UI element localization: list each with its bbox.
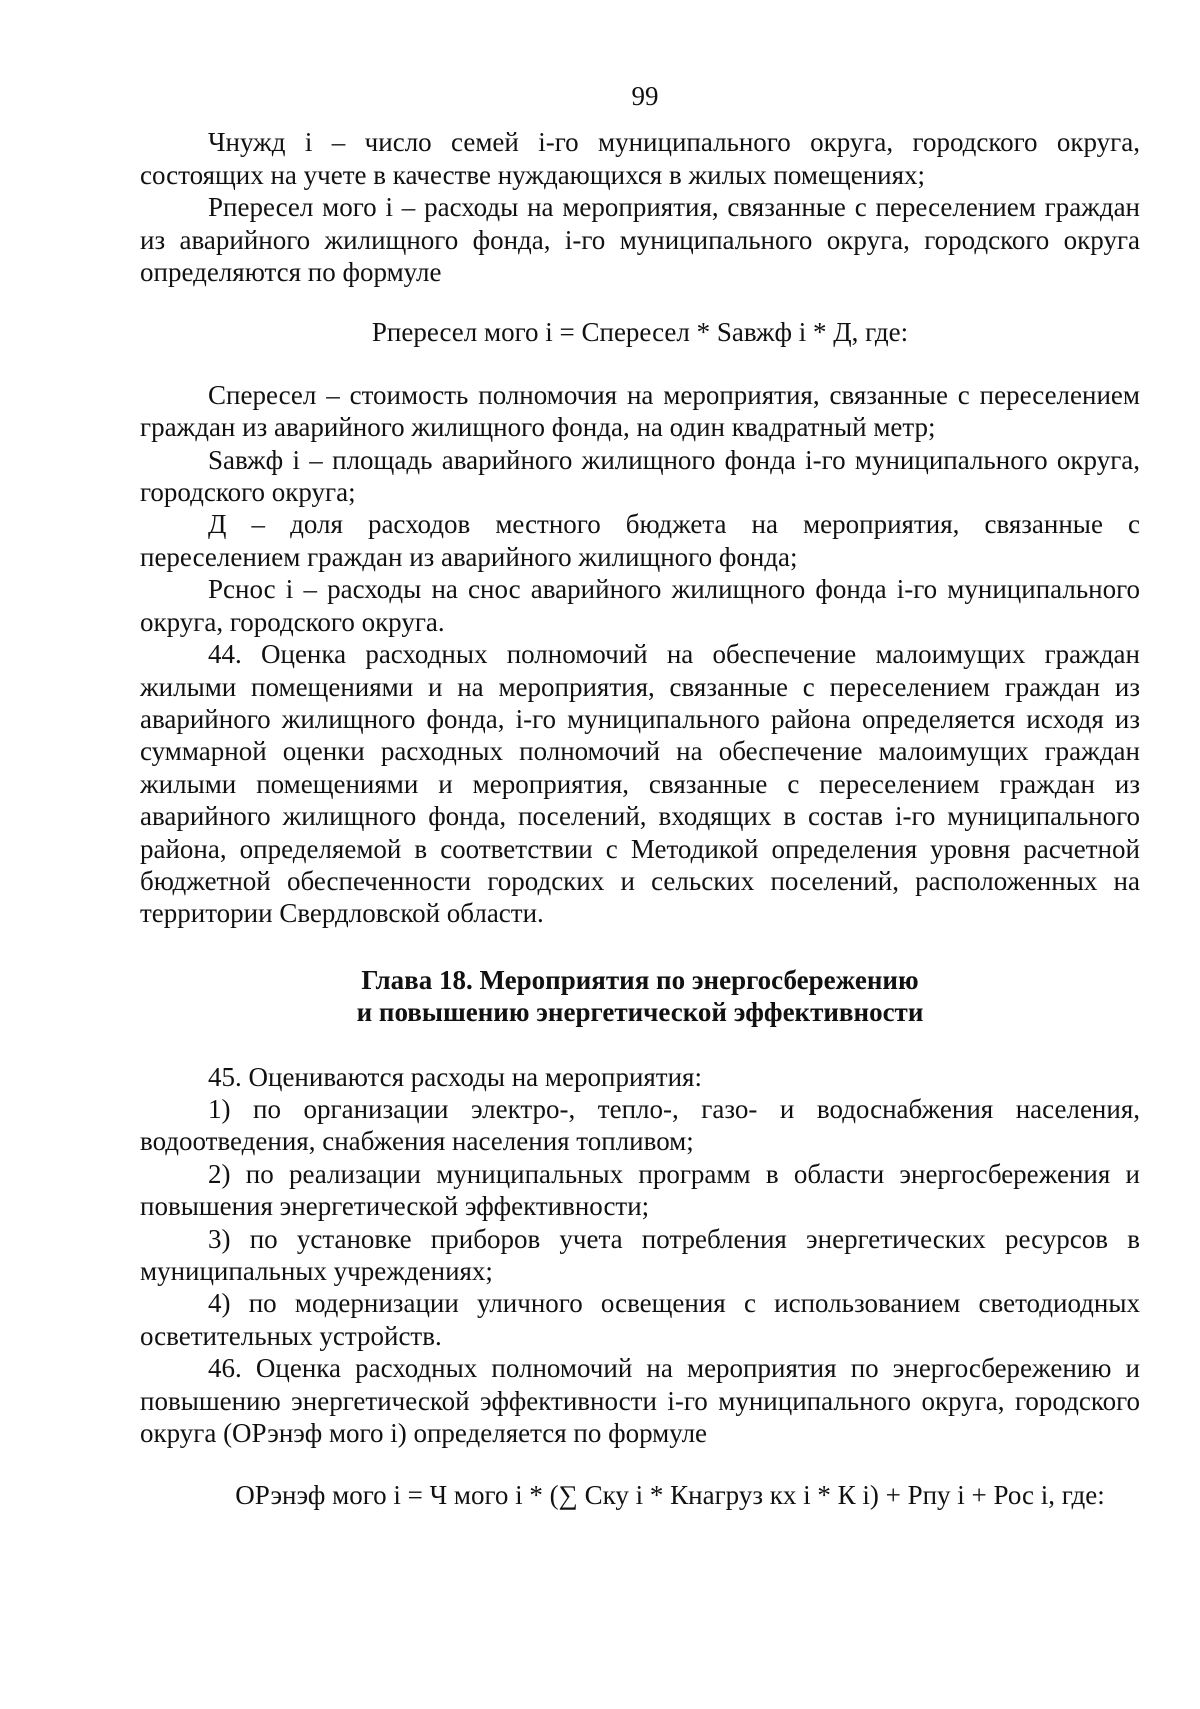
paragraph-chnuzhd: Чнужд i – число семей i-го муниципального округа, городского округа, состоящих на учете в качестве нуждающихся в жилых помещениях; <box>140 127 1140 190</box>
formula-orenef: ОРэнэф мого i = Ч мого i * (∑ Cку i * Кнагруз кх i * К i) + Рпу i + Рос i, где: <box>235 1480 1105 1511</box>
chapter-heading-line-1: Глава 18. Мероприятия по энергосбережению <box>361 964 919 995</box>
paragraph-item-45: 45. Оцениваются расходы на мероприятия: <box>208 1061 702 1092</box>
paragraph-item-44: 44. Оценка расходных полномочий на обеспечение малоимущих граждан жилыми помещениями и на мероприятия, связанные с переселением граждан из аварийного жилищного фонда, i-го муниципального района определяется исходя из суммарной оценки расходных полномочий на обеспечение малоимущих граждан жилыми помещениями и мероприятия, связанные с переселением граждан из аварийного жилищного фонда, поселений, входящих в состав i-го муниципального района, определяемой в соответствии с Методикой определения уровня расчетной бюджетной обеспеченности городских и сельских поселений, расположенных на территории Свердловской области. <box>140 639 1140 929</box>
chapter-heading <box>140 964 1140 1029</box>
paragraph-subitem-1: 1) по организации электро-, тепло-, газо- и водоснабжения населения, водоотведения, снабжения населения топливом; <box>140 1093 1140 1157</box>
paragraph-spereseL: Спересел – стоимость полномочия на мероприятия, связанные с переселением граждан из аварийного жилищного фонда, на один квадратный метр; <box>140 379 1140 443</box>
paragraph-savzhf: Sавжф i – площадь аварийного жилищного фонда i-го муниципального округа, городского округа; <box>140 444 1140 508</box>
paragraph-item-46: 46. Оценка расходных полномочий на мероприятия по энергосбережению и повышению энергетической эффективности i-го муниципального округа, городского округа (ОРэнэф мого i) определяется по формуле <box>140 1353 1140 1449</box>
paragraph-rpereseL: Рпересел мого i – расходы на мероприятия, связанные с переселением граждан из аварийного жилищного фонда, i-го муниципального округа, городского округа определяются по формуле <box>140 192 1140 288</box>
chapter-heading-line-2: и повышению энергетической эффективности <box>356 997 924 1028</box>
paragraph-subitem-4: 4) по модернизации уличного освещения с использованием светодиодных осветительных устройств. <box>140 1288 1140 1351</box>
page-number: 99 <box>631 81 659 111</box>
paragraph-subitem-2: 2) по реализации муниципальных программ в области энергосбережения и повышения энергетической эффективности; <box>140 1158 1140 1222</box>
document-page <box>140 80 1140 1512</box>
paragraph-dolya: Д – доля расходов местного бюджета на мероприятия, связанные с переселением граждан из аварийного жилищного фонда; <box>140 509 1140 572</box>
formula-rpereseL: Рпересел мого i = Спересел * Sавжф i * Д, где: <box>371 317 909 348</box>
paragraph-rsnos: Рснос i – расходы на снос аварийного жилищного фонда i-го муниципального округа, городского округа. <box>140 574 1140 637</box>
paragraph-subitem-3: 3) по установке приборов учета потребления энергетических ресурсов в муниципальных учреждениях; <box>140 1223 1140 1286</box>
